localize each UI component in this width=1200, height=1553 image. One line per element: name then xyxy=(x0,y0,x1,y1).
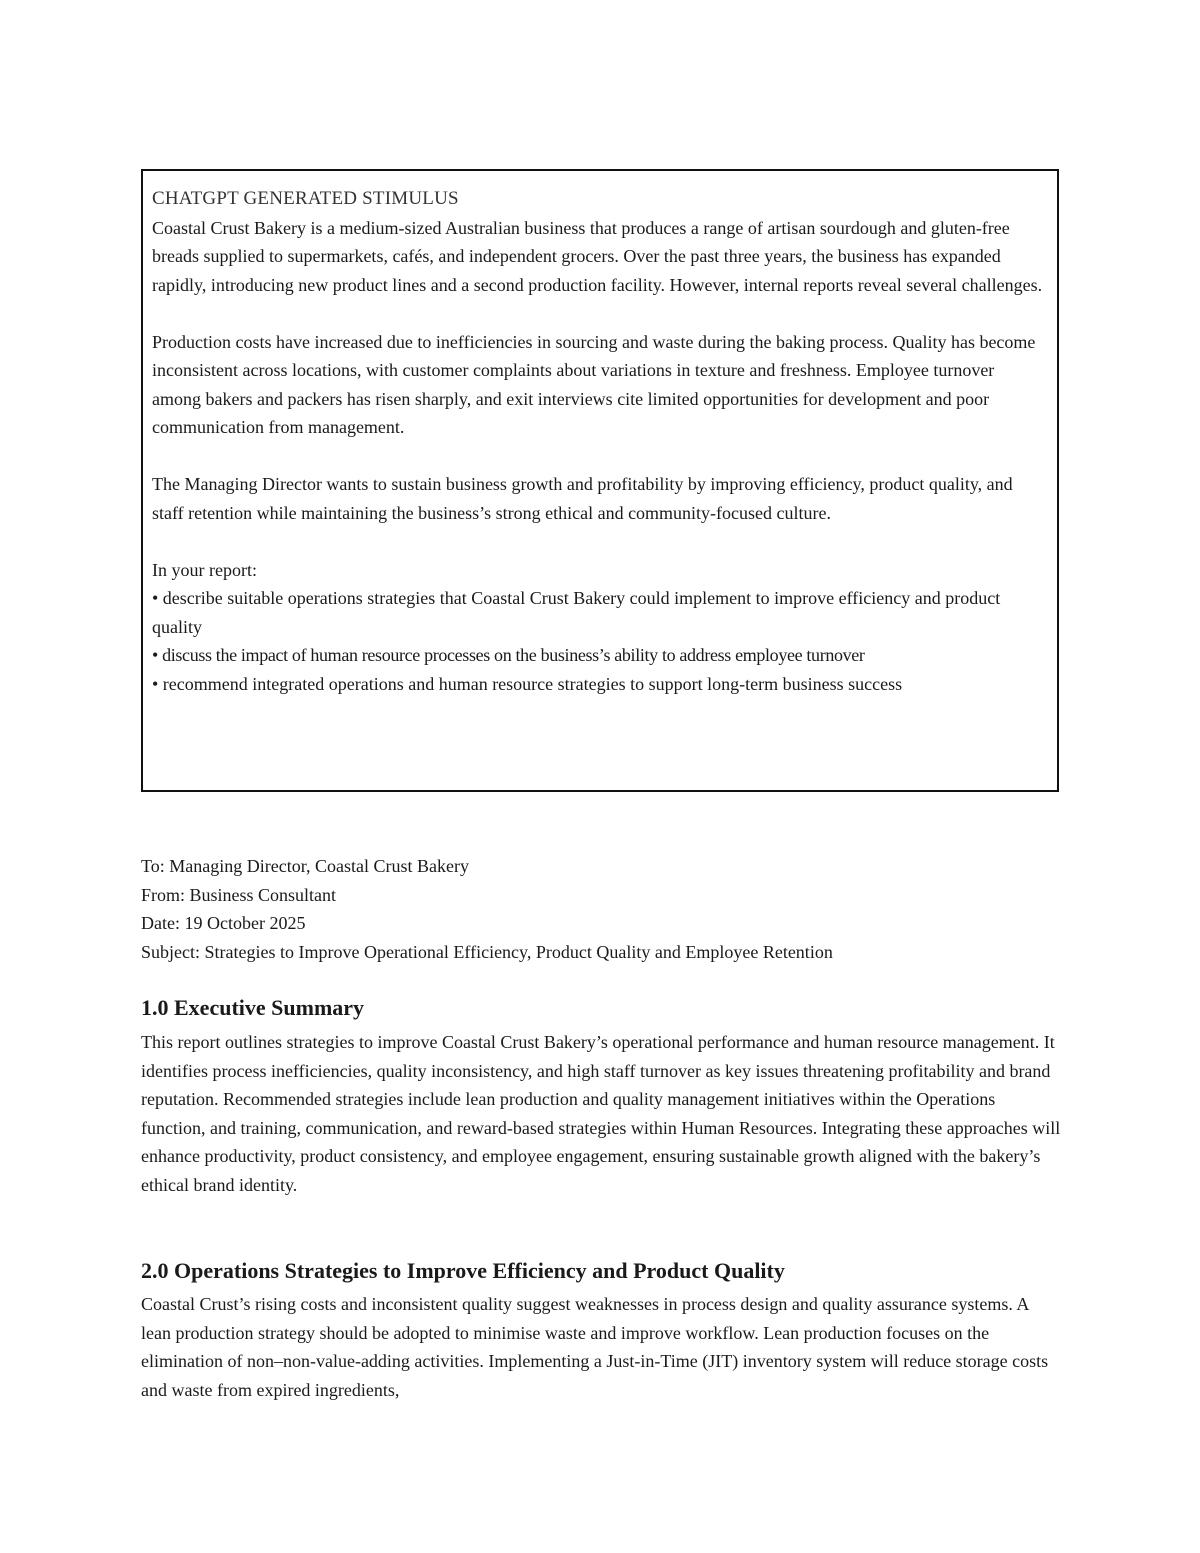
stimulus-title: CHATGPT GENERATED STIMULUS xyxy=(152,188,459,209)
stimulus-box xyxy=(141,169,1059,792)
memo-from: From: Business Consultant xyxy=(141,884,337,905)
report-bullet-1: • describe suitable operations strategies that Coastal Crust Bakery could implement to improve efficiency and product quality xyxy=(152,588,1001,637)
memo-subject: Subject: Strategies to Improve Operational Efficiency, Product Quality and Employee Retention xyxy=(141,941,833,962)
paragraph-spacer xyxy=(152,442,1047,471)
report-bullet-2: • discuss the impact of human resource processes on the business’s ability to address employee turnover xyxy=(152,645,865,665)
section-body-executive-summary: This report outlines strategies to improve Coastal Crust Bakery’s operational performance and human resource management. It identifies process inefficiencies, quality inconsistency, and high staff turnover as key issues threatening profitability and brand reputation. Recommended strategies include lean production and quality management initiatives within the Operations function, and training, communication, and reward-based strategies within Human Resources. Integrating these approaches will enhance productivity, product consistency, and employee engagement, ensuring sustainable growth aligned with the bakery’s ethical brand identity. xyxy=(141,1032,1061,1195)
paragraph-spacer xyxy=(152,527,1047,556)
stimulus-paragraph-2: Production costs have increased due to inefficiencies in sourcing and waste during the baking process. Quality has become inconsistent across locations, with customer complaints about variations in texture and freshness. Employee turnover among bakers and packers has risen sharply, and exit interviews cite limited opportunities for development and poor communication from management. xyxy=(152,331,1036,437)
stimulus-paragraph-3: The Managing Director wants to sustain business growth and profitability by improving efficiency, product quality, and staff retention while maintaining the business’s strong ethical and community-focused culture. xyxy=(152,474,1013,523)
memo-to: To: Managing Director, Coastal Crust Bakery xyxy=(141,856,469,876)
report-bullet-3: • recommend integrated operations and human resource strategies to support long-term business success xyxy=(152,673,903,694)
stimulus-paragraph-1: Coastal Crust Bakery is a medium-sized Australian business that produces a range of artisan sourdough and gluten-free breads supplied to supermarkets, cafés, and independent grocers. Over the past three years, the business has expanded rapidly, introducing new product lines and a second production facility. However, internal reports reveal several challenges. xyxy=(152,217,1043,295)
report-intro: In your report: xyxy=(152,559,257,580)
section-body-operations-strategies: Coastal Crust’s rising costs and inconsistent quality suggest weaknesses in process design and quality assurance systems. A lean production strategy should be adopted to minimise waste and improve workflow. Lean production focuses on the elimination of non–non-value-adding activities. Implementing a Just-in-Time (JIT) inventory system will reduce storage costs and waste from expired ingredients, xyxy=(141,1294,1049,1400)
paragraph-spacer xyxy=(152,299,1047,328)
memo-header xyxy=(141,852,1071,966)
section-heading-operations-strategies: 2.0 Operations Strategies to Improve Efficiency and Product Quality xyxy=(141,1258,785,1283)
memo-date: Date: 19 October 2025 xyxy=(141,913,306,933)
section-heading-executive-summary: 1.0 Executive Summary xyxy=(141,995,365,1020)
